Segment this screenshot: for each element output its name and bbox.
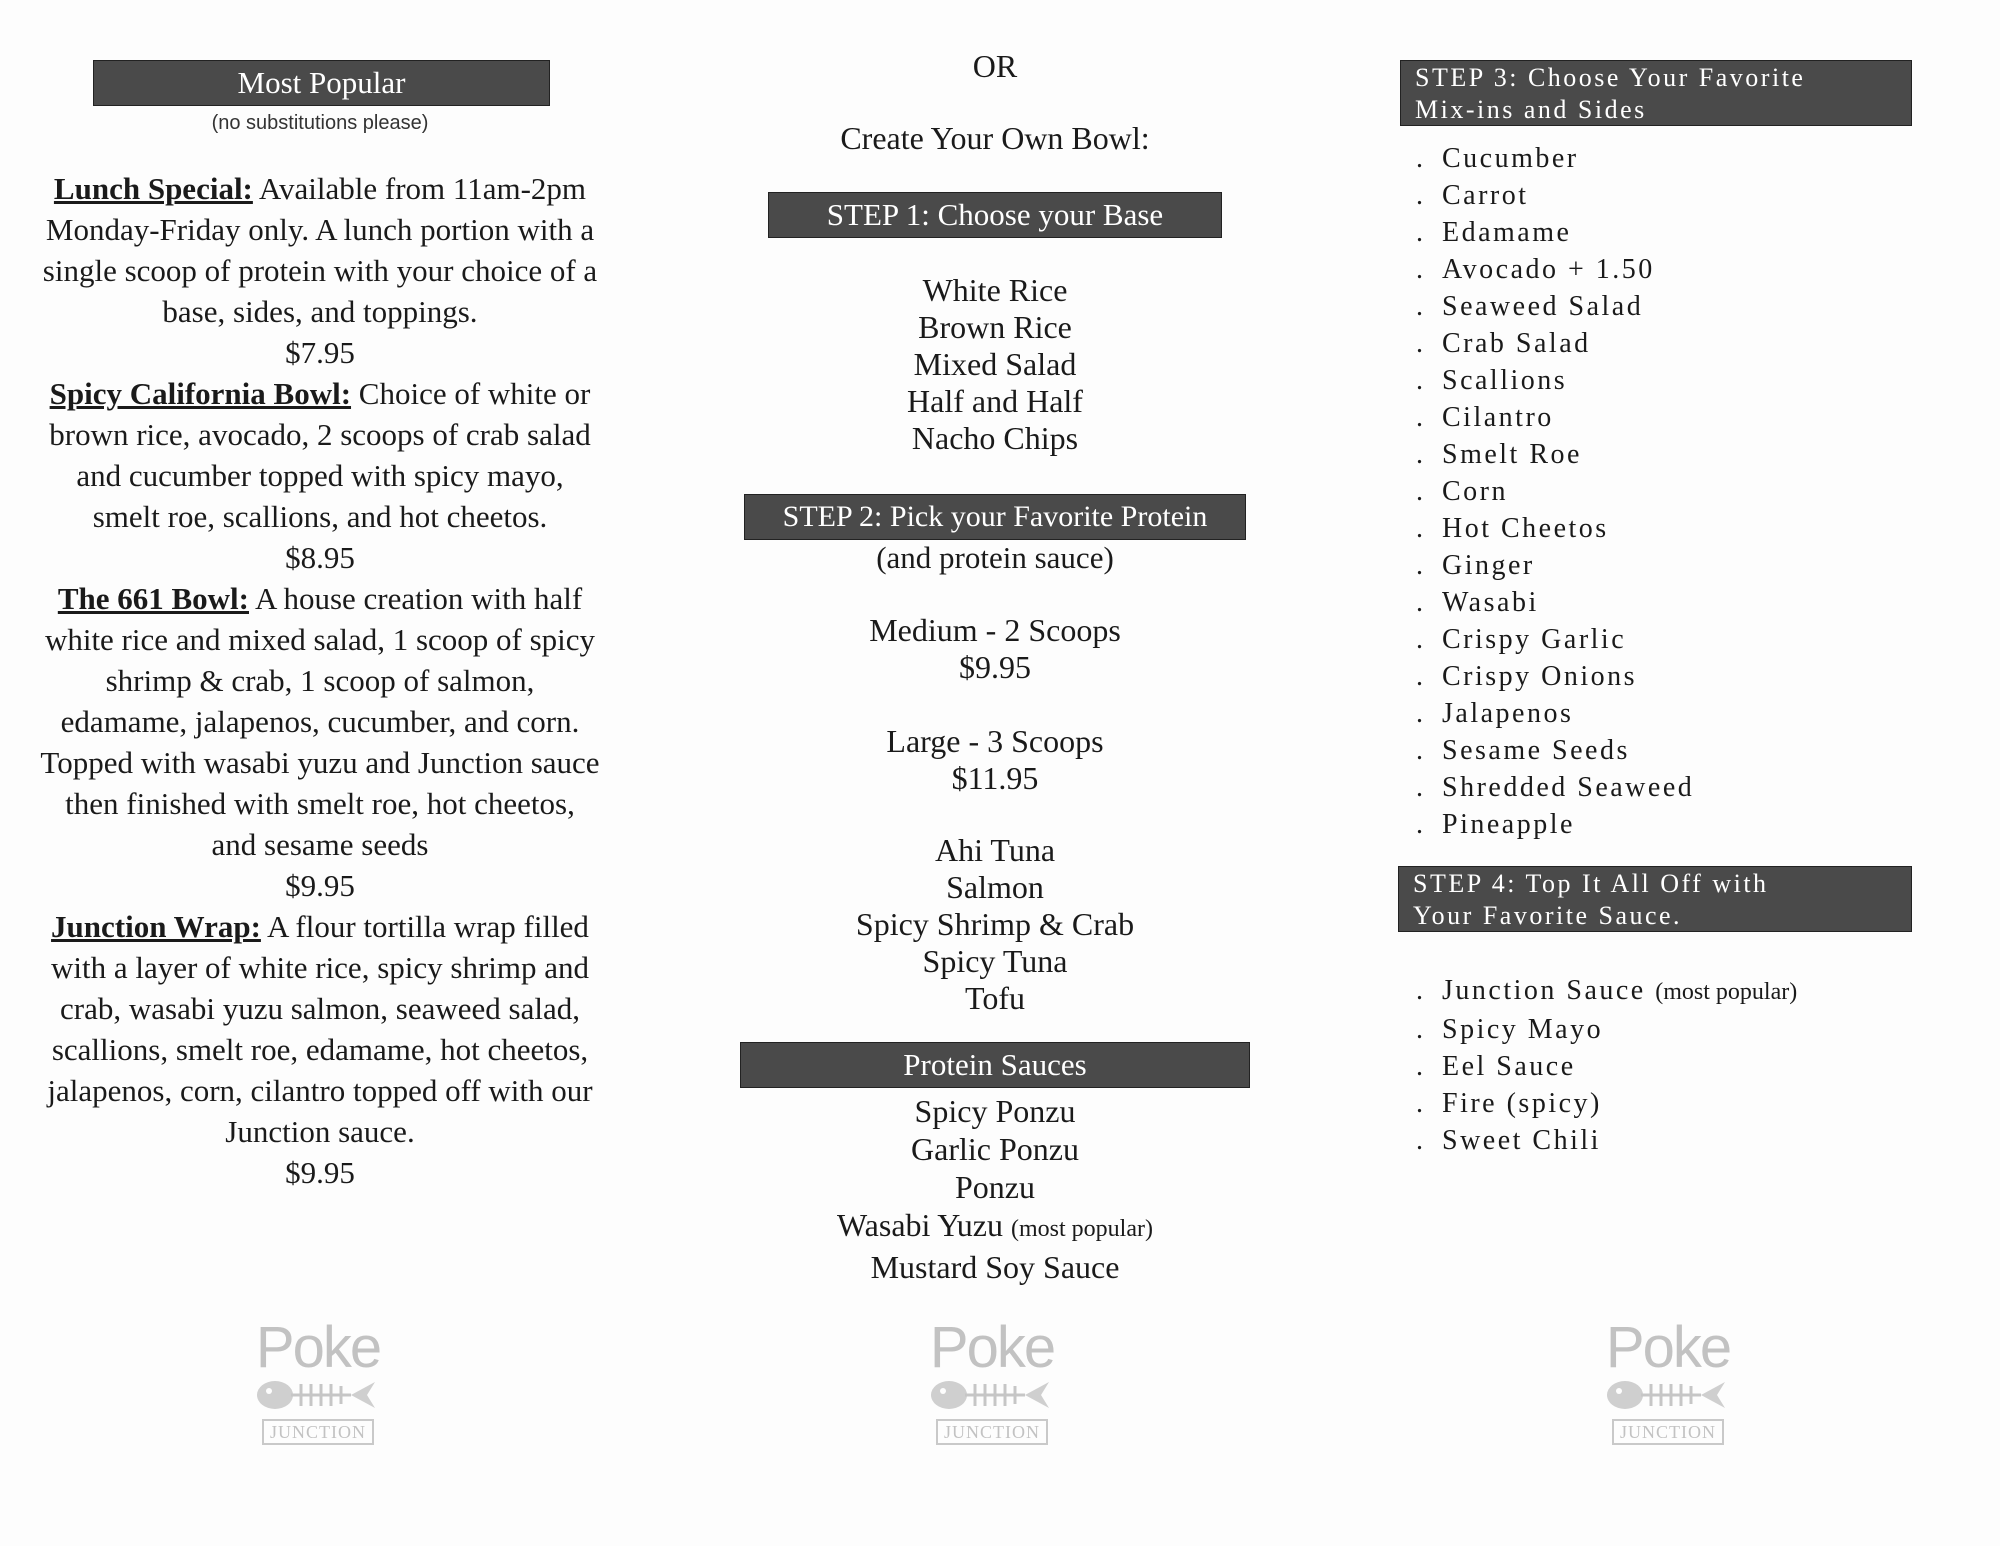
poke-junction-logo [1588,1315,1748,1445]
logo-subtitle: JUNCTION [262,1419,374,1445]
final-sauce-item: . Eel Sauce [1416,1051,1576,1082]
protein-sauce-item: Garlic Ponzu [911,1131,1079,1167]
item-title: Spicy California Bowl: [49,376,352,411]
final-sauce-item: . Spicy Mayo [1416,1014,1604,1045]
protein-list [720,832,1270,1017]
logo-subtitle: JUNCTION [1612,1419,1724,1445]
item-desc: A flour tortilla wrap filled with a layer of white rice, spicy shrimp and crab, wasabi yuzu salmon, seaweed salad, scallions, smelt roe, edamame, hot cheetos, jalapenos, corn, cilantro topped off with our Junction sauce. [47,909,593,1149]
mixin-item: . Crispy Garlic [1416,624,1627,655]
base-item: White Rice [922,272,1068,308]
item-desc: A house creation with half white rice and mixed salad, 1 scoop of spicy shrimp & crab, 1 scoop of salmon, edamame, jalapenos, cucumber, and corn. Topped with wasabi yuzu and Junction sauce then finished with smelt roe, hot cheetos, and sesame seeds [40,581,600,862]
item-title: The 661 Bowl: [57,581,249,616]
most-popular-note: (most popular) [1010,1216,1153,1242]
mixin-item: . Pineapple [1416,809,1575,840]
mixin-item: . Carrot [1416,180,1529,211]
no-substitutions-note: (no substitutions please) [211,112,429,134]
item-price: $9.95 [285,1155,355,1190]
poke-junction-logo [238,1315,398,1445]
final-sauce-item: . Junction Sauce (most popular) [1416,975,1798,1006]
item-price: $8.95 [285,540,355,575]
protein-item: Ahi Tuna [934,832,1056,868]
protein-item: Spicy Shrimp & Crab [855,906,1135,942]
most-popular-note: (most popular) [1655,979,1798,1005]
create-your-own-title: Create Your Own Bowl: [840,120,1150,156]
mixin-item: . Edamame [1416,217,1572,248]
mixin-item: . Crispy Onions [1416,661,1638,692]
item-price: $7.95 [285,335,355,370]
mixin-item: . Crab Salad [1416,328,1591,359]
final-sauce-list [1398,972,1918,1159]
protein-sauce-note: (and protein sauce) [876,540,1114,575]
most-popular-header: Most Popular [93,60,550,106]
popular-items [40,168,600,1193]
step3-header [1400,60,1912,126]
protein-item: Salmon [946,869,1044,905]
item-661-bowl [40,578,600,906]
protein-sauces-header: Protein Sauces [740,1042,1250,1088]
step4-line1: STEP 4: Top It All Off with [1413,869,1769,898]
size-price: $9.95 [959,649,1031,685]
size-label: Large - 3 Scoops [886,723,1104,759]
poke-junction-logo [912,1315,1072,1445]
item-desc: Available from 11am-2pm Monday-Friday only. A lunch portion with a single scoop of protein with your choice of a base, sides, and toppings. [42,171,598,329]
item-title: Junction Wrap: [51,909,261,944]
size-options [720,612,1270,797]
size-price: $11.95 [951,760,1039,796]
mixin-item: . Ginger [1416,550,1535,581]
item-price: $9.95 [285,868,355,903]
protein-sauce-item: Spicy Ponzu [914,1093,1076,1129]
base-item: Half and Half [907,383,1083,419]
mixin-item: . Seaweed Salad [1416,291,1644,322]
item-junction-wrap [40,906,600,1193]
logo-wordmark: Poke [255,1315,381,1380]
spacer [720,686,1270,723]
mixin-item: . Hot Cheetos [1416,513,1609,544]
mixin-item: . Cilantro [1416,402,1554,433]
step2-header: STEP 2: Pick your Favorite Protein [744,494,1246,540]
final-sauce-item: . Sweet Chili [1416,1125,1601,1156]
base-item: Mixed Salad [913,346,1077,382]
step3-line2: Mix-ins and Sides [1415,95,1647,124]
protein-sauce-item: Wasabi Yuzu (most popular) [837,1207,1153,1243]
base-item: Nacho Chips [911,420,1079,456]
fish-bone-icon [1603,1378,1733,1412]
base-list [720,272,1270,457]
item-desc: Choice of white or brown rice, avocado, 2 scoops of crab salad and cucumber topped with spicy mayo, smelt roe, scallions, and hot cheetos. [49,376,591,534]
protein-item: Spicy Tuna [922,943,1068,979]
logo-wordmark: Poke [1605,1315,1731,1380]
item-lunch-special [40,168,600,373]
step4-line2: Your Favorite Sauce. [1413,901,1683,930]
step3-line1: STEP 3: Choose Your Favorite [1415,63,1806,92]
fish-bone-icon [927,1378,1057,1412]
protein-sauce-list [720,1092,1270,1286]
logo-subtitle: JUNCTION [936,1419,1048,1445]
mixin-list [1398,140,1918,843]
step4-header [1398,866,1912,932]
size-label: Medium - 2 Scoops [869,612,1121,648]
logo-wordmark: Poke [929,1315,1055,1380]
item-title: Lunch Special: [53,171,253,206]
fish-bone-icon [253,1378,383,1412]
protein-sauce-item: Ponzu [955,1169,1035,1205]
mixin-item: . Smelt Roe [1416,439,1582,470]
mixin-item: . Avocado + 1.50 [1416,254,1655,285]
final-sauce-item: . Fire (spicy) [1416,1088,1602,1119]
or-label: OR [972,48,1018,84]
mixin-item: . Shredded Seaweed [1416,772,1695,803]
mixin-item: . Cucumber [1416,143,1579,174]
mixin-item: . Jalapenos [1416,698,1574,729]
mixin-item: . Sesame Seeds [1416,735,1630,766]
base-item: Brown Rice [918,309,1072,345]
item-spicy-california-bowl [40,373,600,578]
protein-sauce-item: Mustard Soy Sauce [870,1249,1120,1285]
step1-header: STEP 1: Choose your Base [768,192,1222,238]
mixin-item: . Corn [1416,476,1508,507]
protein-item: Tofu [965,980,1025,1016]
mixin-item: . Wasabi [1416,587,1539,618]
mixin-item: . Scallions [1416,365,1568,396]
